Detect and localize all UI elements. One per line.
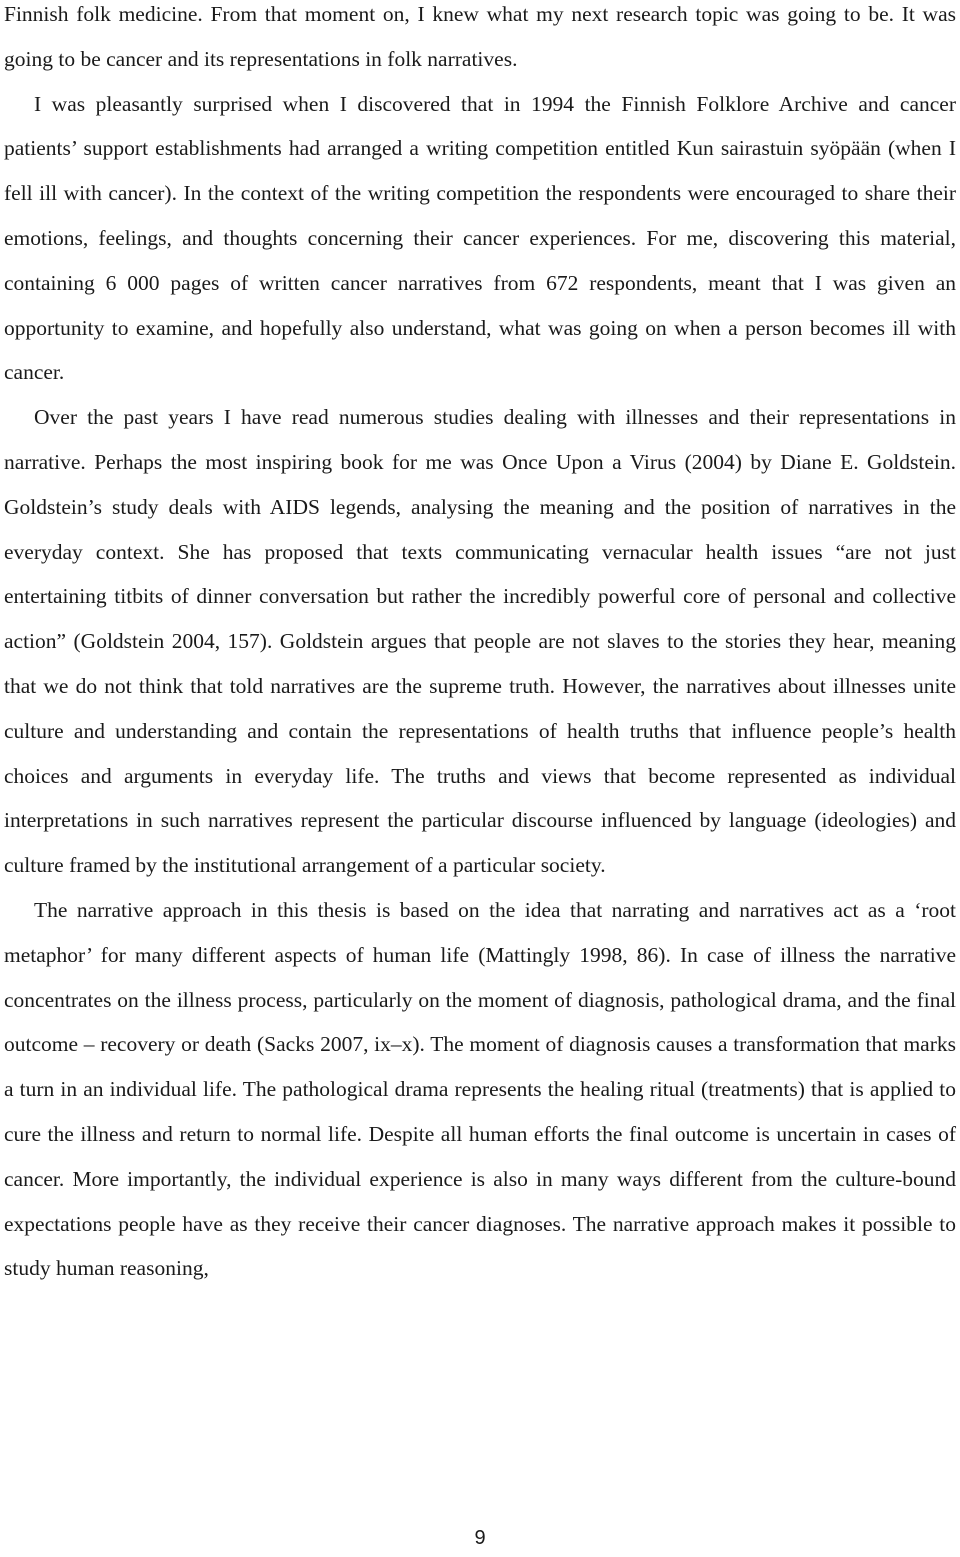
paragraph-continuation: Finnish folk medicine. From that moment on, I knew what my next research topic was going to be. It was going to be cancer and its representations in folk narratives. xyxy=(4,2,956,71)
body-text xyxy=(4,0,956,1291)
paragraph-illness-studies: Over the past years I have read numerous studies dealing with illnesses and their representations in narrative. Perhaps the most inspiring book for me was Once Upon a Virus (2004) by Diane E. Goldstein. Goldstein’s study deals with AIDS legends, analysing the meaning and the position of narratives in the everyday context. She has proposed that texts communicating vernacular health issues “are not just entertaining titbits of dinner conversation but rather the incredibly powerful core of personal and collective action” (Goldstein 2004, 157). Goldstein argues that people are not slaves to the stories they hear, meaning that we do not think that told narratives are the supreme truth. However, the narratives about illnesses unite culture and understanding and contain the representations of health truths that influence people’s health choices and arguments in everyday life. The truths and views that become represented as individual interpretations in such narratives represent the particular discourse influenced by language (ideologies) and culture framed by the institutional arrangement of a particular society. xyxy=(4,405,956,878)
paragraph-writing-competition: I was pleasantly surprised when I discovered that in 1994 the Finnish Folklore Archive and cancer patients’ support establishments had arranged a writing competition entitled Kun sairastuin syöpään (when I fell ill with cancer). In the context of the writing competition the respondents were encouraged to share their emotions, feelings, and thoughts concerning their cancer experiences. For me, discovering this material, containing 6 000 pages of written cancer narratives from 672 respondents, meant that I was given an opportunity to examine, and hopefully also understand, what was going on when a person becomes ill with cancer. xyxy=(4,91,956,385)
paragraph-narrative-approach: The narrative approach in this thesis is based on the idea that narrating and narratives act as a ‘root metaphor’ for many different aspects of human life (Mattingly 1998, 86). In case of illness the narrative concentrates on the illness process, particularly on the moment of diagnosis, pathological drama, and the final outcome – recovery or death (Sacks 2007, ix–x). The moment of diagnosis causes a transformation that marks a turn in an individual life. The pathological drama represents the healing ritual (treatments) that is applied to cure the illness and return to normal life. Despite all human efforts the final outcome is uncertain in cases of cancer. More importantly, the individual experience is also in many ways different from the culture-bound expectations people have as they receive their cancer diagnoses. The narrative approach makes it possible to study human reasoning, xyxy=(4,897,956,1281)
page-number: 9 xyxy=(474,1527,486,1549)
